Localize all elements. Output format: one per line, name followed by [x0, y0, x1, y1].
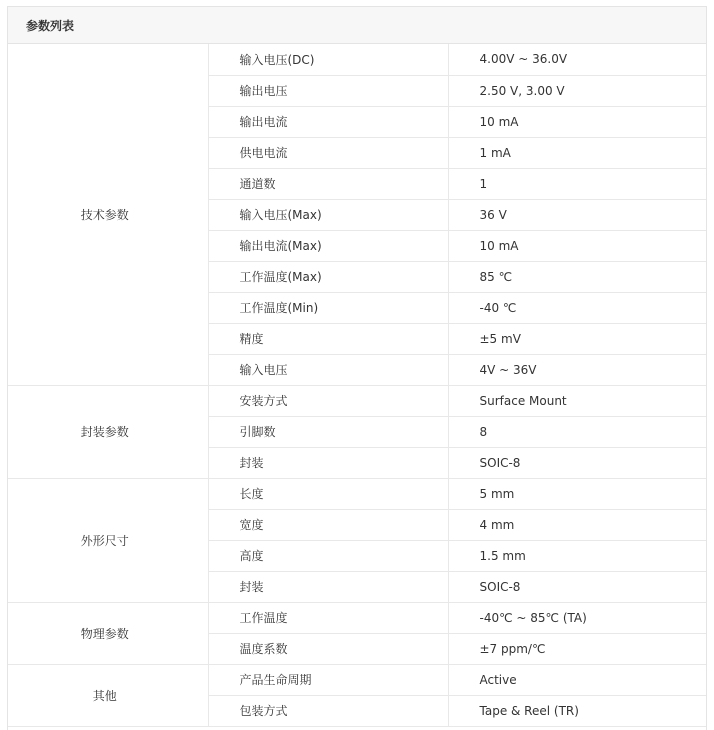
param-value-cell: -40 ℃: [448, 292, 706, 323]
param-name-cell: 引脚数: [208, 416, 448, 447]
param-name-cell: 输出电流: [208, 106, 448, 137]
param-name-cell: 输入电压: [208, 354, 448, 385]
group-label: 封装参数: [80, 425, 129, 439]
table-row: [8, 44, 706, 75]
table-row: [8, 478, 706, 509]
param-value-cell: -40℃ ~ 85℃ (TA): [448, 602, 706, 633]
param-name-cell: 输入电压(DC): [208, 44, 448, 75]
param-name-cell: 输入电压(Max): [208, 199, 448, 230]
param-value-cell: 8: [448, 416, 706, 447]
param-name-cell: 精度: [208, 323, 448, 354]
group-cell: [8, 385, 208, 478]
table-row: [8, 664, 706, 695]
param-value-cell: 1: [448, 168, 706, 199]
parameter-table-body: [8, 44, 706, 726]
param-value-cell: 10 mA: [448, 230, 706, 261]
param-value-cell: Active: [448, 664, 706, 695]
param-name-cell: 工作温度(Min): [208, 292, 448, 323]
param-value-cell: SOIC-8: [448, 447, 706, 478]
param-name-cell: 封装: [208, 447, 448, 478]
group-cell: [8, 478, 208, 602]
param-value-cell: 4.00V ~ 36.0V: [448, 44, 706, 75]
param-value-cell: 1 mA: [448, 137, 706, 168]
param-value-cell: 5 mm: [448, 478, 706, 509]
panel-header: [8, 7, 706, 44]
param-name-cell: 产品生命周期: [208, 664, 448, 695]
group-cell: [8, 664, 208, 726]
param-name-cell: 供电电流: [208, 137, 448, 168]
group-label: 技术参数: [80, 207, 129, 222]
param-name-cell: 高度: [208, 540, 448, 571]
param-name-cell: 输出电压: [208, 75, 448, 106]
param-name-cell: 通道数: [208, 168, 448, 199]
param-name-cell: 工作温度: [208, 602, 448, 633]
parameter-panel: [7, 6, 707, 730]
param-name-cell: 封装: [208, 571, 448, 602]
param-name-cell: 安装方式: [208, 385, 448, 416]
parameter-table: [8, 44, 706, 727]
group-label: 外形尺寸: [80, 533, 129, 548]
param-value-cell: 4 mm: [448, 509, 706, 540]
param-name-cell: 输出电流(Max): [208, 230, 448, 261]
group-label: 物理参数: [80, 626, 129, 641]
param-name-cell: 温度系数: [208, 633, 448, 664]
param-name-cell: 包装方式: [208, 695, 448, 726]
param-value-cell: SOIC-8: [448, 571, 706, 602]
param-value-cell: 2.50 V, 3.00 V: [448, 75, 706, 106]
param-value-cell: 10 mA: [448, 106, 706, 137]
param-value-cell: Tape & Reel (TR): [448, 695, 706, 726]
table-row: [8, 602, 706, 633]
param-value-cell: ±5 mV: [448, 323, 706, 354]
panel-title: 参数列表: [26, 18, 75, 33]
table-row: [8, 385, 706, 416]
param-name-cell: 长度: [208, 478, 448, 509]
param-value-cell: 85 ℃: [448, 261, 706, 292]
param-value-cell: 36 V: [448, 199, 706, 230]
group-cell: [8, 602, 208, 664]
param-name-cell: 宽度: [208, 509, 448, 540]
group-label: 其他: [92, 688, 117, 703]
param-value-cell: 4V ~ 36V: [448, 354, 706, 385]
param-name-cell: 工作温度(Max): [208, 261, 448, 292]
param-value-cell: Surface Mount: [448, 385, 706, 416]
param-value-cell: 1.5 mm: [448, 540, 706, 571]
group-cell: [8, 44, 208, 385]
param-value-cell: ±7 ppm/℃: [448, 633, 706, 664]
